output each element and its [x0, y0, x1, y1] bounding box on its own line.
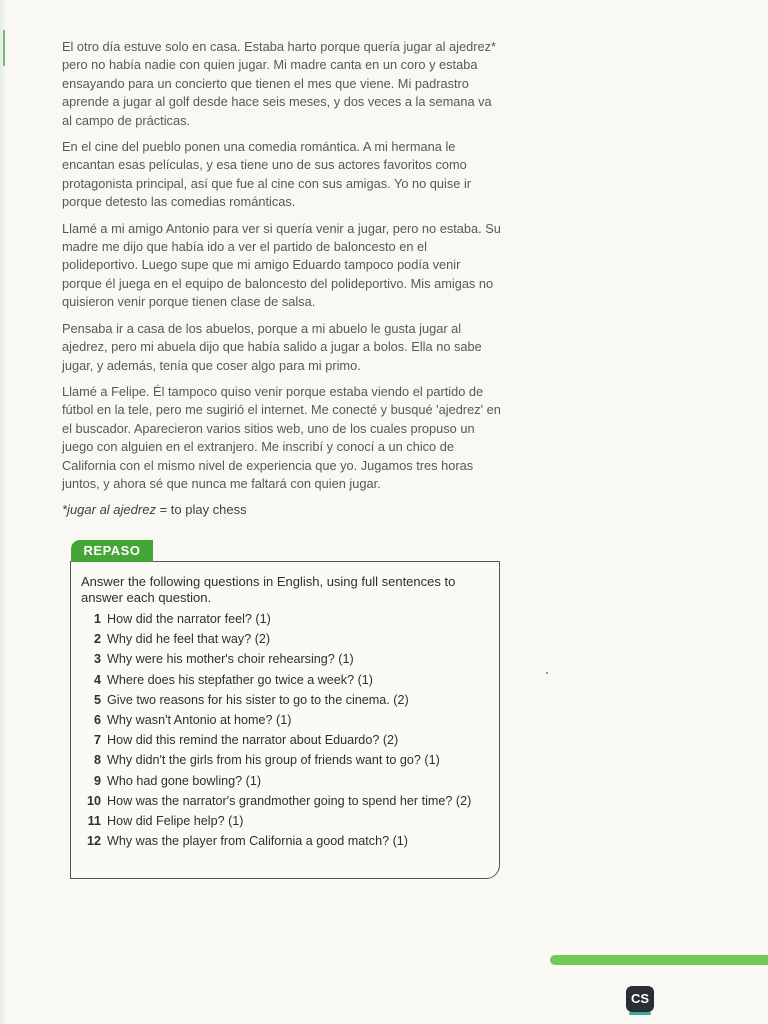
speck — [546, 672, 548, 674]
question-number: 11 — [87, 813, 101, 828]
question-text: How did Felipe help? (1) — [107, 813, 244, 828]
footnote-definition: = to play chess — [155, 502, 247, 517]
question-number: 5 — [93, 692, 101, 707]
paragraph-3: Llamé a mi amigo Antonio para ver si quería venir a jugar, pero no estaba. Su madre me dijo que había ido a ver el partido de baloncesto en el polideportivo. Luego supe que mi amigo Eduardo tampoco podía venir porque él juega en el equipo de baloncesto del polideportivo. Mis amigas no quisieron venir porque tienen clase de salsa. — [62, 220, 501, 310]
question-text: Why wasn't Antonio at home? (1) — [107, 712, 292, 727]
question-item — [79, 833, 491, 849]
question-item — [79, 732, 491, 748]
question-item — [79, 672, 491, 688]
question-number: 4 — [93, 672, 101, 687]
question-text: How did this remind the narrator about Eduardo? (2) — [107, 733, 399, 748]
question-item — [79, 631, 491, 647]
question-number: 3 — [93, 652, 101, 667]
scanner-logo-icon[interactable] — [626, 986, 654, 1012]
edge-mark — [3, 30, 5, 66]
footnote-term: *jugar al ajedrez — [62, 502, 156, 517]
paragraph-5: Llamé a Felipe. Él tampoco quiso venir porque estaba viendo el partido de fútbol en la tele, pero me sugirió el internet. Me conecté y busqué 'ajedrez' en el buscador. Aparecieron varios sitios web, uno de los cuales propuso un juego con alguien en el extranjero. Me inscribí y conocí a un chico de California con el mismo nivel de experiencia que yo. Jugamos tres horas juntos, y ahora sé que nunca me faltará con quien jugar. — [62, 383, 501, 491]
question-text: Why was the player from California a good match? (1) — [107, 834, 408, 849]
green-strip — [550, 955, 768, 965]
question-item — [79, 773, 491, 789]
question-text: Where does his stepfather go twice a week? (1) — [107, 672, 373, 687]
scanner-logo-text: CS — [630, 991, 650, 1006]
question-number: 12 — [86, 834, 101, 849]
question-number: 8 — [93, 753, 101, 768]
paragraph-4: Pensaba ir a casa de los abuelos, porque a mi abuelo le gusta jugar al ajedrez, pero mi abuela dijo que había salido a jugar a bolos. Ella no sabe jugar, y además, tenía que coser algo para mi primo. — [62, 320, 482, 373]
question-number: 1 — [93, 612, 101, 626]
paragraph-1: El otro día estuve solo en casa. Estaba harto porque quería jugar al ajedrez* pero no había nadie con quien jugar. Mi madre canta en un coro y estaba ensayando para un concierto que tienen el mes que viene. Mi padrastro aprende a jugar al golf desde hace seis meses, y dos veces a la semana va al campo de prácticas. — [62, 39, 496, 128]
question-item — [79, 611, 491, 627]
question-number: 9 — [93, 773, 101, 788]
question-number: 2 — [93, 632, 101, 647]
question-text: Give two reasons for his sister to go to the cinema. (2) — [107, 692, 409, 707]
question-item — [79, 793, 491, 809]
page-edge — [0, 0, 6, 1024]
repaso-instructions: Answer the following questions in English, using full sentences to answer each question. — [81, 574, 456, 605]
repaso-title: REPASO — [71, 540, 153, 562]
question-list — [79, 611, 491, 853]
question-text: Why didn't the girls from his group of friends want to go? (1) — [107, 753, 440, 768]
repaso-top-rule — [153, 561, 498, 562]
question-text: How did the narrator feel? (1) — [107, 612, 271, 626]
question-number: 6 — [93, 712, 101, 727]
question-number: 10 — [86, 793, 101, 808]
question-number: 7 — [93, 733, 101, 748]
question-text: How was the narrator's grandmother going to spend her time? (2) — [107, 793, 472, 808]
question-text: Why were his mother's choir rehearsing? (1) — [107, 652, 354, 667]
question-item — [79, 651, 491, 667]
question-item — [79, 692, 491, 708]
question-item — [79, 752, 491, 768]
question-text: Why did he feel that way? (2) — [107, 632, 271, 647]
logo-bar — [629, 1012, 651, 1015]
question-item — [79, 813, 491, 829]
paragraph-2: En el cine del pueblo ponen una comedia romántica. A mi hermana le encantan esas películas, y esa tiene uno de sus actores favoritos como protagonista principal, así que fue al cine con sus amigas. Yo no quise ir porque detesto las comedias románticas. — [62, 139, 472, 210]
question-text: Who had gone bowling? (1) — [107, 773, 262, 788]
question-item — [79, 712, 491, 728]
reading-passage — [62, 38, 502, 501]
footnote — [62, 502, 247, 517]
